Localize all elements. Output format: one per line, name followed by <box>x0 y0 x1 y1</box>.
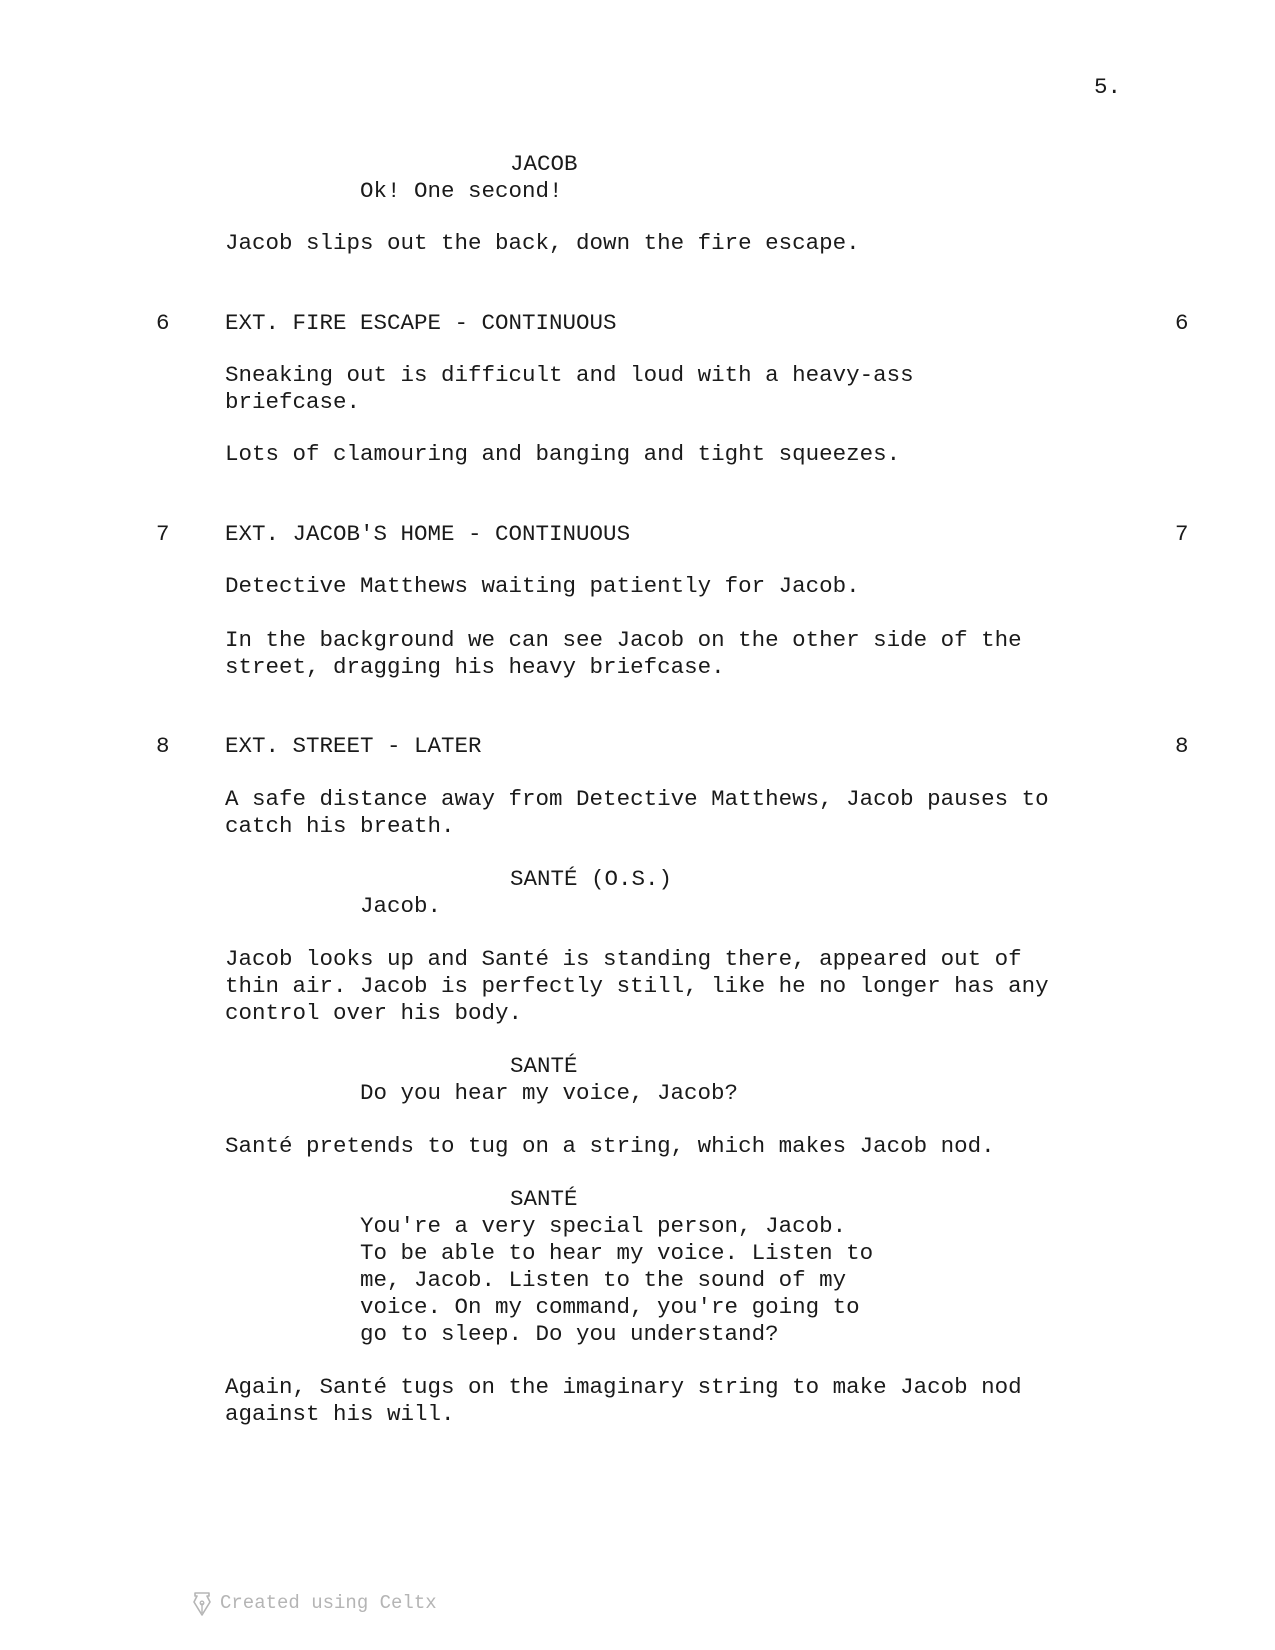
dialogue-line: You're a very special person, Jacob. <box>360 1213 847 1239</box>
dialogue-line: Jacob. <box>360 893 442 919</box>
character-cue: SANTÉ <box>510 1186 578 1212</box>
scene-heading: EXT. JACOB'S HOME - CONTINUOUS <box>225 521 631 547</box>
scene-number-right: 6 <box>1175 310 1189 336</box>
action-line: Santé pretends to tug on a string, which makes Jacob nod. <box>225 1133 995 1159</box>
dialogue-line: Do you hear my voice, Jacob? <box>360 1080 739 1106</box>
action-line: Jacob slips out the back, down the fire escape. <box>225 230 860 256</box>
action-line: Jacob looks up and Santé is standing there, appeared out of <box>225 946 1022 972</box>
action-line: In the background we can see Jacob on the other side of the <box>225 627 1022 653</box>
scene-number-right: 8 <box>1175 733 1189 759</box>
action-line: against his will. <box>225 1401 455 1427</box>
action-line: Sneaking out is difficult and loud with a heavy-ass <box>225 362 914 388</box>
scene-heading: EXT. STREET - LATER <box>225 733 482 759</box>
scene-number-left: 8 <box>156 733 170 759</box>
action-line: A safe distance away from Detective Matthews, Jacob pauses to <box>225 786 1049 812</box>
scene-number-left: 6 <box>156 310 170 336</box>
action-line: street, dragging his heavy briefcase. <box>225 654 725 680</box>
action-line: Detective Matthews waiting patiently for Jacob. <box>225 573 860 599</box>
action-line: briefcase. <box>225 389 361 415</box>
action-line: Lots of clamouring and banging and tight squeezes. <box>225 441 901 467</box>
character-cue: JACOB <box>510 151 578 177</box>
scene-heading: EXT. FIRE ESCAPE - CONTINUOUS <box>225 310 617 336</box>
dialogue-line: Ok! One second! <box>360 178 563 204</box>
dialogue-line: voice. On my command, you're going to <box>360 1294 860 1320</box>
action-line: catch his breath. <box>225 813 455 839</box>
action-line: Again, Santé tugs on the imaginary string to make Jacob nod <box>225 1374 1022 1400</box>
scene-number-left: 7 <box>156 521 170 547</box>
dialogue-line: To be able to hear my voice. Listen to <box>360 1240 874 1266</box>
celtx-footer <box>192 1590 437 1617</box>
character-cue: SANTÉ <box>510 1053 578 1079</box>
scene-number-right: 7 <box>1175 521 1189 547</box>
celtx-pen-icon <box>192 1591 212 1617</box>
character-cue: SANTÉ (O.S.) <box>510 866 673 892</box>
action-line: control over his body. <box>225 1000 523 1026</box>
page-number: 5. <box>1094 74 1122 100</box>
dialogue-line: go to sleep. Do you understand? <box>360 1321 779 1347</box>
dialogue-line: me, Jacob. Listen to the sound of my <box>360 1267 847 1293</box>
footer-text: Created using Celtx <box>220 1592 437 1614</box>
action-line: thin air. Jacob is perfectly still, like he no longer has any <box>225 973 1049 999</box>
